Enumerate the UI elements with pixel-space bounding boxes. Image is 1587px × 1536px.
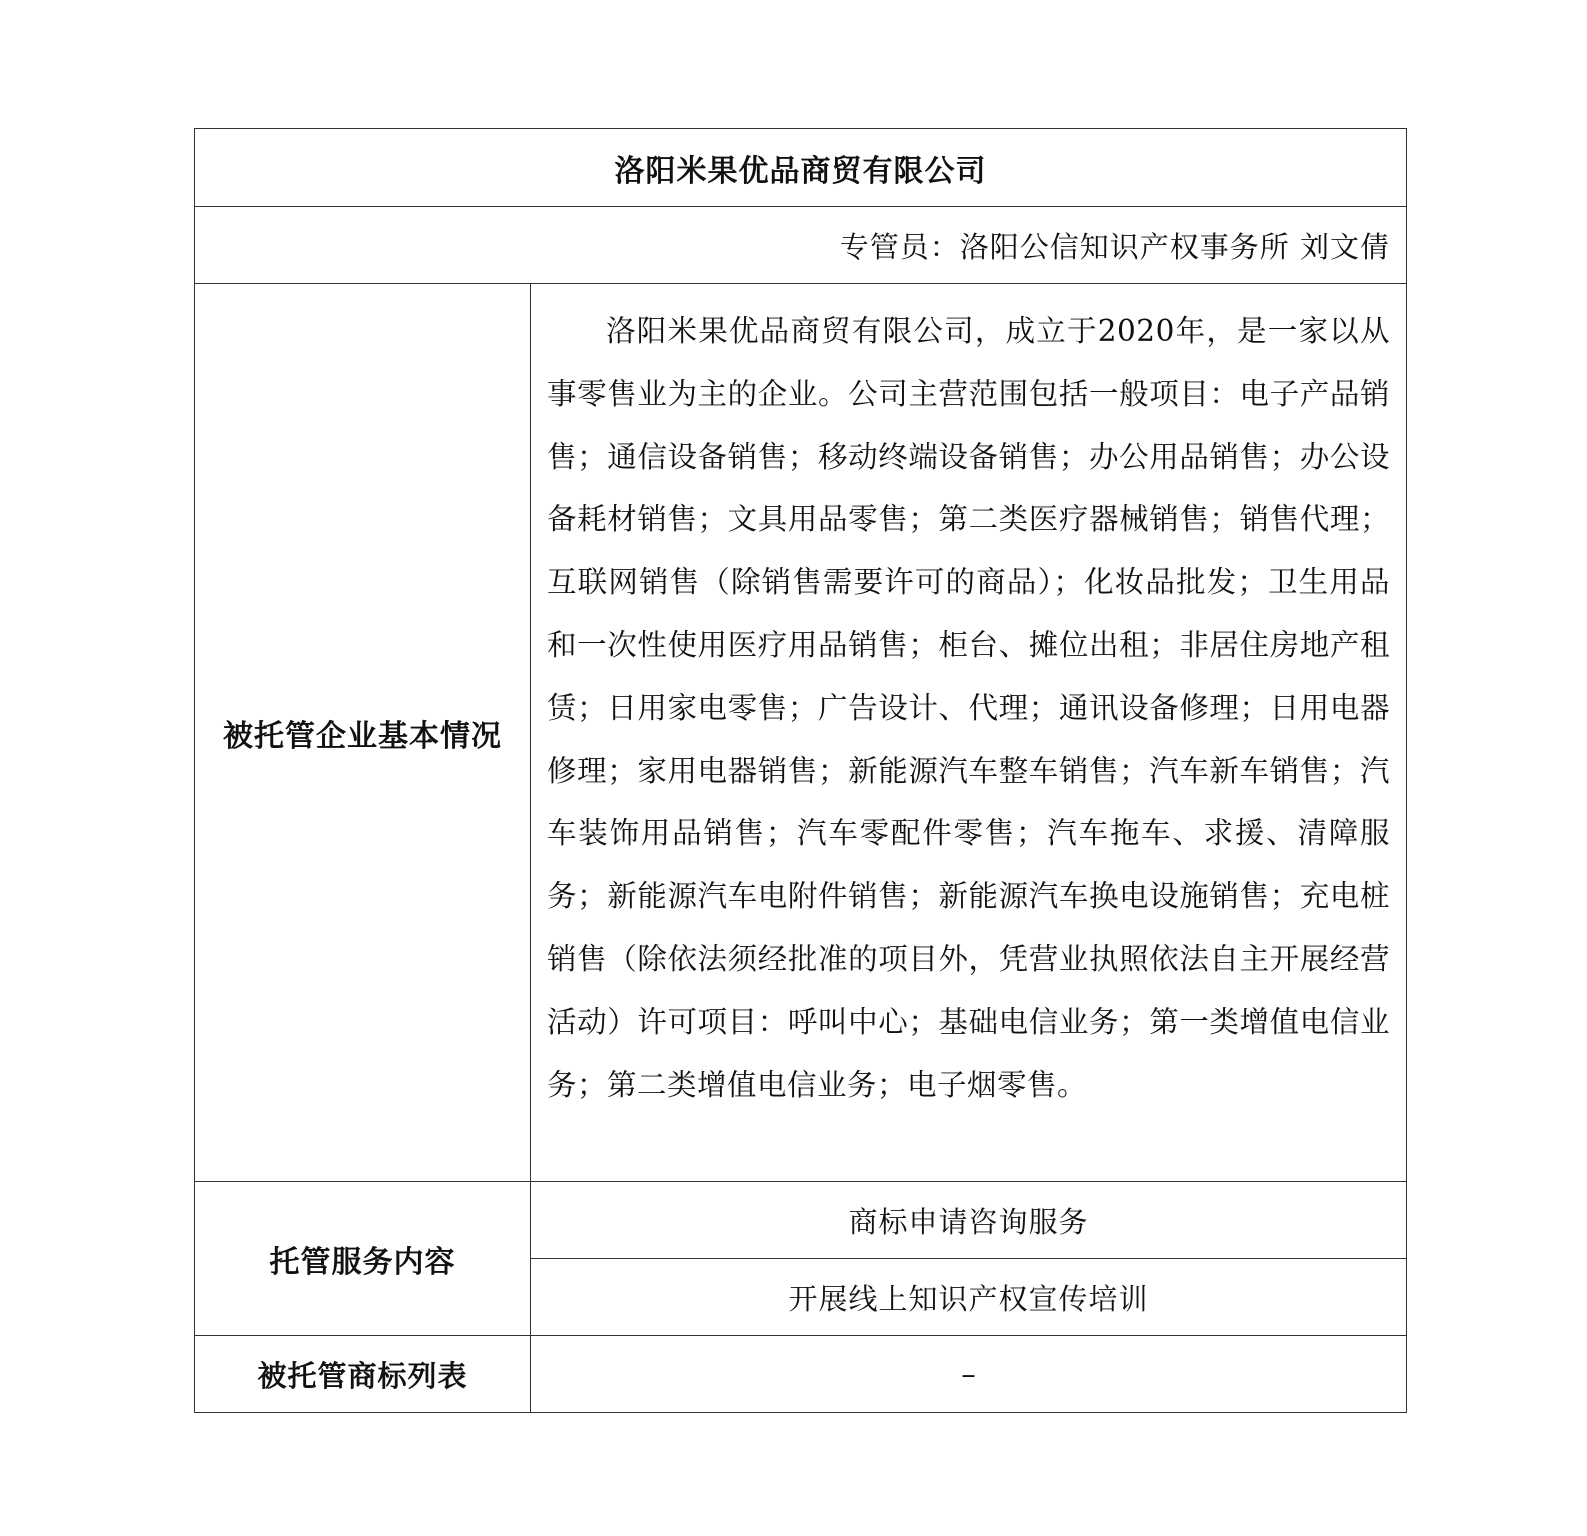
basic-info-cell: [531, 284, 1407, 1182]
trademarks-label: 被托管商标列表: [195, 1336, 531, 1413]
service-row-1: [195, 1182, 1407, 1259]
trademark-row: [195, 1336, 1407, 1413]
manager-row: [195, 207, 1407, 284]
manager-line: 专管员：洛阳公信知识产权事务所 刘文倩: [195, 207, 1407, 284]
basic-info-label: 被托管企业基本情况: [195, 284, 531, 1182]
trustee-info-table: [194, 128, 1407, 1413]
basic-info-text: 洛阳米果优品商贸有限公司，成立于2020年，是一家以从事零售业为主的企业。公司主营范围包括一般项目：电子产品销售；通信设备销售；移动终端设备销售；办公用品销售；办公设备耗材销售；文具用品零售；第二类医疗器械销售；销售代理；互联网销售（除销售需要许可的商品）；化妆品批发；卫生用品和一次性使用医疗用品销售；柜台、摊位出租；非居住房地产租赁；日用家电零售；广告设计、代理；通讯设备修理；日用电器修理；家用电器销售；新能源汽车整车销售；汽车新车销售；汽车装饰用品销售；汽车零配件零售；汽车拖车、求援、清障服务；新能源汽车电附件销售；新能源汽车换电设施销售；充电桩销售（除依法须经批准的项目外，凭营业执照依法自主开展经营活动）许可项目：呼叫中心；基础电信业务；第一类增值电信业务；第二类增值电信业务；电子烟零售。: [547, 314, 1390, 1102]
title-row: [195, 129, 1407, 207]
trademarks-value: –: [531, 1336, 1407, 1413]
service-item: 开展线上知识产权宣传培训: [531, 1259, 1407, 1336]
services-label: 托管服务内容: [195, 1182, 531, 1336]
service-item: 商标申请咨询服务: [531, 1182, 1407, 1259]
basic-info-row: [195, 284, 1407, 1182]
company-title: 洛阳米果优品商贸有限公司: [195, 129, 1407, 207]
